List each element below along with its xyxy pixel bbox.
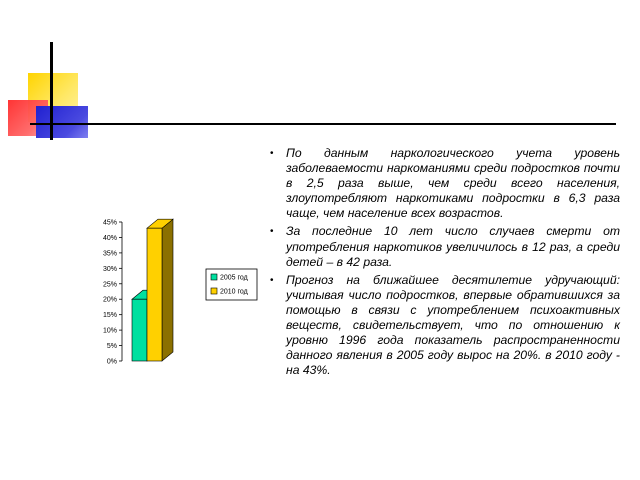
bar-chart xyxy=(92,205,267,375)
y-tick-label: 5% xyxy=(106,343,117,351)
bullet-text: За последние 10 лет число случаев смерти от употребления наркотиков увеличилось в 12 раз, а среди детей – в 42 раза. xyxy=(286,224,620,269)
legend-swatch-2 xyxy=(211,288,217,294)
bullet-marker: • xyxy=(270,274,274,286)
bar-side-2 xyxy=(162,219,173,361)
legend-label-2: 2010 год xyxy=(220,288,248,296)
decor-blue-square xyxy=(36,106,88,138)
y-tick-label: 40% xyxy=(102,234,117,242)
bar-2 xyxy=(147,228,162,361)
legend-label-1: 2005 год xyxy=(220,274,248,282)
bar-1 xyxy=(132,299,147,361)
y-tick-label: 25% xyxy=(102,281,117,289)
bullet-item xyxy=(268,224,620,269)
y-tick-label: 35% xyxy=(102,250,117,258)
bullet-item xyxy=(268,146,620,221)
legend-swatch-1 xyxy=(211,274,217,280)
y-axis xyxy=(103,220,122,366)
y-tick-label: 10% xyxy=(102,327,117,335)
y-tick-label: 15% xyxy=(102,312,117,320)
bars xyxy=(132,219,173,361)
y-tick-label: 30% xyxy=(102,265,117,273)
bullet-item xyxy=(268,273,620,379)
decor-horizontal-line xyxy=(30,123,616,125)
bullet-list xyxy=(268,146,620,381)
y-tick-label: 45% xyxy=(102,219,117,227)
y-tick-label: 0% xyxy=(106,358,117,366)
y-tick-label: 20% xyxy=(102,296,117,304)
bullet-marker: • xyxy=(270,226,274,238)
decor-vertical-line xyxy=(50,42,53,140)
bullet-marker: • xyxy=(270,148,274,159)
legend xyxy=(206,269,257,300)
bullet-text: Прогноз на ближайшее десятилетие удручающий: учитывая число подростков, впервые обратившихся за помощью в связи с употреблением психоактивных веществ, свидетельствует, что по отношению к уровню 1996 года показатель распространенности данного явления в 2005 году вырос на 20%. в 2010 году - на 43%. xyxy=(286,272,620,378)
bullet-text: По данным наркологического учета уровень заболеваемости наркоманиями среди подростков почти в 2,5 раза выше, чем среди всего населения, злоупотребляют наркотиками подростки в 6,3 раза чаще, чем население всех возрастов. xyxy=(286,146,620,221)
